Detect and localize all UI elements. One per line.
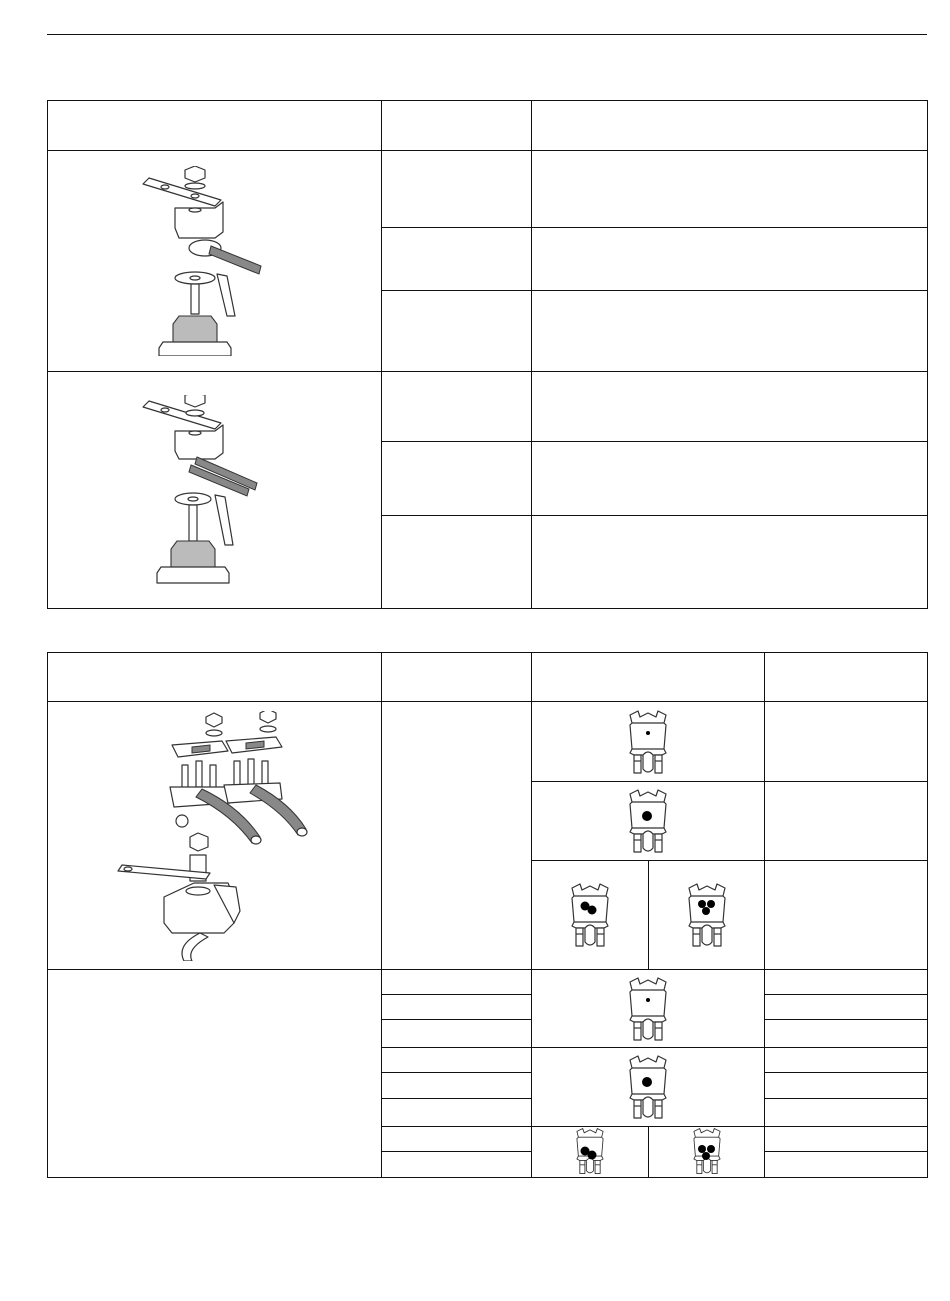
clamp-icon-cell	[532, 702, 765, 782]
table-cell	[382, 1020, 532, 1048]
table-cell	[382, 1073, 532, 1099]
table-cell	[532, 516, 928, 609]
table-cell	[382, 372, 532, 442]
table-cell	[765, 970, 928, 995]
table-cell	[382, 151, 532, 228]
page-top-rule	[47, 34, 927, 35]
table-cell	[765, 1127, 928, 1152]
illustration-cell	[48, 151, 382, 372]
clamp-icon-cell	[532, 782, 765, 861]
header-cell	[382, 653, 532, 702]
table-cell	[382, 995, 532, 1020]
table-cell	[382, 1048, 532, 1073]
table-cell	[382, 516, 532, 609]
clamp-icon-cell	[532, 861, 649, 970]
header-cell	[48, 101, 382, 151]
header-cell	[48, 653, 382, 702]
table-cell	[765, 782, 928, 861]
illustration-cell	[48, 372, 382, 609]
table-cell	[382, 1099, 532, 1127]
table-cell	[382, 1152, 532, 1178]
table-header-row	[48, 653, 928, 702]
table-cell	[532, 228, 928, 291]
header-cell	[532, 653, 765, 702]
header-cell	[765, 653, 928, 702]
table-cell	[765, 861, 928, 970]
terminal-strap-table	[47, 100, 928, 609]
table-cell	[382, 291, 532, 372]
clamp-three-cables-icon	[685, 1127, 729, 1175]
table-cell	[765, 1099, 928, 1127]
table-cell	[765, 1152, 928, 1178]
clamp-large-cable-icon	[626, 788, 670, 854]
table-cell	[382, 970, 532, 995]
clamp-two-cables-icon	[568, 882, 612, 948]
table-cell	[532, 151, 928, 228]
clamp-icon-cell	[532, 1048, 765, 1127]
table-row	[48, 970, 928, 995]
clamp-icon-cell	[649, 861, 765, 970]
terminal-clamp-assembly-illustration	[110, 711, 320, 961]
clamp-small-cable-icon	[626, 976, 670, 1042]
table-cell	[765, 1048, 928, 1073]
clamp-two-cables-icon	[568, 1127, 612, 1175]
illustration-cell	[48, 702, 382, 970]
header-cell	[532, 101, 928, 151]
clamp-three-cables-icon	[685, 882, 729, 948]
table-row	[48, 151, 928, 228]
clamp-large-cable-icon	[626, 1054, 670, 1120]
table-cell	[48, 970, 382, 1178]
clamp-small-cable-icon	[626, 709, 670, 775]
table-row	[48, 702, 928, 782]
header-cell	[382, 101, 532, 151]
terminal-clamp-table	[47, 652, 928, 1178]
table-cell	[382, 1127, 532, 1152]
table-cell	[532, 372, 928, 442]
table-header-row	[48, 101, 928, 151]
terminal-strap-double-cable-illustration	[135, 395, 295, 585]
table-cell	[382, 442, 532, 516]
clamp-icon-cell	[649, 1127, 765, 1178]
table-row	[48, 372, 928, 442]
table-cell	[382, 228, 532, 291]
clamp-icon-cell	[532, 1127, 649, 1178]
terminal-strap-single-cable-illustration	[135, 166, 295, 356]
table-cell	[532, 291, 928, 372]
table-cell	[382, 702, 532, 970]
table-cell	[765, 1020, 928, 1048]
table-cell	[765, 995, 928, 1020]
table-cell	[532, 442, 928, 516]
table-cell	[765, 702, 928, 782]
clamp-icon-cell	[532, 970, 765, 1048]
table-cell	[765, 1073, 928, 1099]
